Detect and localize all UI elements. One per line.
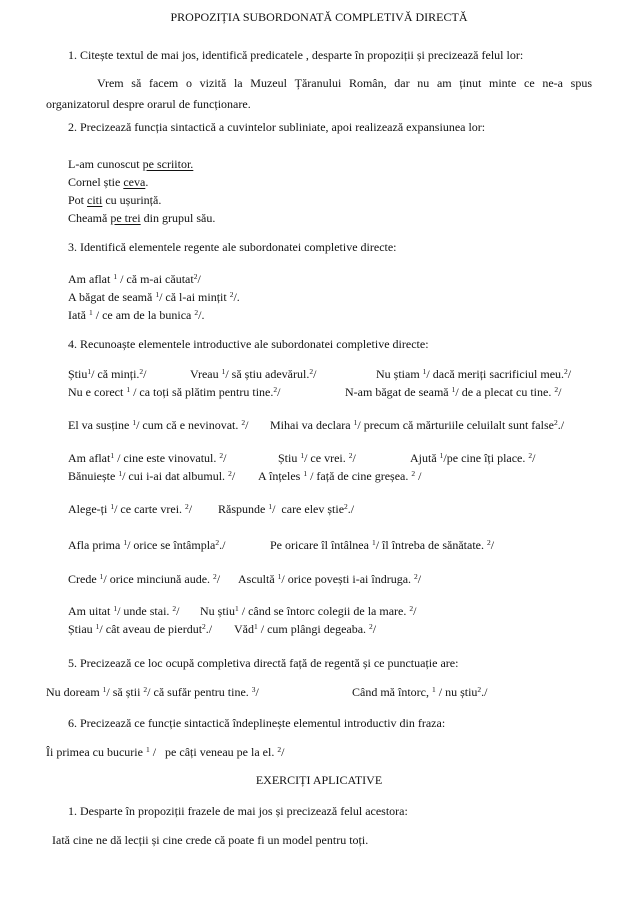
applied-exercise-1-task: 1. Desparte în propoziții frazele de mai jos și precizează felul acestora: (68, 804, 408, 818)
exercise-5-task: 5. Precizează ce loc ocupă completiva directă față de regentă și ce punctuație are: (68, 656, 459, 670)
exercise-4-line-7-b: Pe oricare îl întâlnea $^1$/ îl întreba de sănătate. $^2$/ (270, 538, 495, 552)
exercise-4-line-1-c: Nu știam $^1$/ dacă meriți sacrificiul meu.$^2$/ (376, 367, 572, 381)
exercise-1-paragraph-line-2: organizatorul despre orarul de funcționare. (46, 97, 251, 111)
exercise-4-line-3-b: Mihai va declara $^1$/ precum că mărturiile celuilalt sunt false$^2$./ (270, 418, 565, 432)
exercise-4-line-5-b: A înțeles $^1$ / față de cine greșea. $^2$ / (258, 469, 422, 483)
exercise-4-line-10-b: Văd$^1$ / cum plângi degeaba. $^2$/ (234, 622, 377, 636)
exercise-4-line-5: Bănuiește $^1$/ cui i-ai dat albumul. $^2$/ (68, 469, 236, 483)
exercise-4-line-1-b: Vreau $^1$/ să știu adevărul.$^2$/ (190, 367, 317, 381)
exercise-4-line-8-b: Ascultă $^1$/ orice povești i-ai îndruga. $^2$/ (238, 572, 422, 586)
exercise-4-line-4-b: Știu $^1$/ ce vrei. $^2$/ (278, 451, 356, 465)
exercise-3-sentence-1: Am aflat $^1$ / că m-ai căutat$^2$/ (68, 272, 201, 286)
exercise-4-line-2: Nu e corect $^1$ / ca toți să plătim pentru tine.$^2$/ (68, 385, 281, 399)
exercise-4-line-6: Alege-ți $^1$/ ce carte vrei. $^2$/ (68, 502, 193, 516)
exercise-2-sentence-1: L-am cunoscut pe scriitor. (68, 157, 194, 171)
exercise-4-line-7: Afla prima $^1$/ orice se întâmpla$^2$./ (68, 538, 226, 552)
exercise-4-line-1: Știu$^1$/ că minți.$^2$/ (68, 367, 147, 381)
exercise-2-sentence-2: Cornel știe ceva. (68, 175, 149, 189)
exercise-4-line-3: El va susține $^1$/ cum că e nevinovat. $^2$/ (68, 418, 249, 432)
exercise-5-sentence-2: Când mă întorc, $^1$ / nu știu$^2$./ (352, 685, 488, 699)
exercise-6-task: 6. Precizează ce funcție sintactică îndeplinește elementul introductiv din fraza: (68, 716, 446, 730)
exercise-5-sentence-1: Nu doream $^1$/ să știi $^2$/ că sufăr pentru tine. $^3$/ (46, 685, 259, 699)
applied-exercise-1-text: Iată cine ne dă lecții și cine crede că poate fi un model pentru toți. (52, 833, 369, 847)
exercise-4-line-9: Am uitat $^1$/ unde stai. $^2$/ (68, 604, 180, 618)
section-title-applied-exercises: EXERCIȚI APLICATIVE (255, 773, 383, 787)
exercise-3-task: 3. Identifică elementele regente ale subordonatei completive directe: (68, 240, 397, 254)
exercise-4-line-10: Știau $^1$/ cât aveau de pierdut$^2$./ (68, 622, 213, 636)
exercise-4-line-6-b: Răspunde $^1$/ care elev știe$^2$./ (218, 502, 355, 516)
exercise-4-line-2-b: N-am băgat de seamă $^1$/ de a plecat cu tine. $^2$/ (345, 385, 562, 399)
exercise-2-task: 2. Precizează funcția sintactică a cuvintelor subliniate, apoi realizează expansiunea lor: (68, 120, 486, 134)
exercise-4-task: 4. Recunoaște elementele introductive ale subordonatei completive directe: (68, 337, 429, 351)
exercise-2-sentence-4: Cheamă pe trei din grupul său. (68, 211, 216, 225)
exercise-1-task: 1. Citește textul de mai jos, identifică predicatele , desparte în propoziții și precizează felul lor: (68, 48, 524, 62)
exercise-4-line-8: Crede $^1$/ orice minciună aude. $^2$/ (68, 572, 221, 586)
exercise-4-line-4: Am aflat$^1$ / cine este vinovatul. $^2$/ (68, 451, 227, 465)
exercise-3-sentence-2: A băgat de seamă $^1$/ că l-ai mințit $^2$/. (68, 290, 240, 304)
exercise-3-sentence-3: Iată $^1$ / ce am de la bunica $^2$/. (68, 308, 205, 322)
exercise-1-paragraph-line-1: Vrem să facem o vizită la Muzeul Țăranului Român, dar nu am ținut minte ce ne-a spus (97, 76, 592, 90)
page-title: PROPOZIȚIA SUBORDONATĂ COMPLETIVĂ DIRECTĂ (170, 10, 468, 24)
exercise-6-sentence: Îi primea cu bucurie $^1$ / pe câți veneau pe la el. $^2$/ (46, 745, 285, 759)
exercise-4-line-4-c: Ajută $^1$/pe cine îți place. $^2$/ (410, 451, 536, 465)
exercise-2-sentence-3: Pot citi cu ușurință. (68, 193, 162, 207)
exercise-4-line-9-b: Nu știu$^1$ / când se întorc colegii de la mare. $^2$/ (200, 604, 417, 618)
